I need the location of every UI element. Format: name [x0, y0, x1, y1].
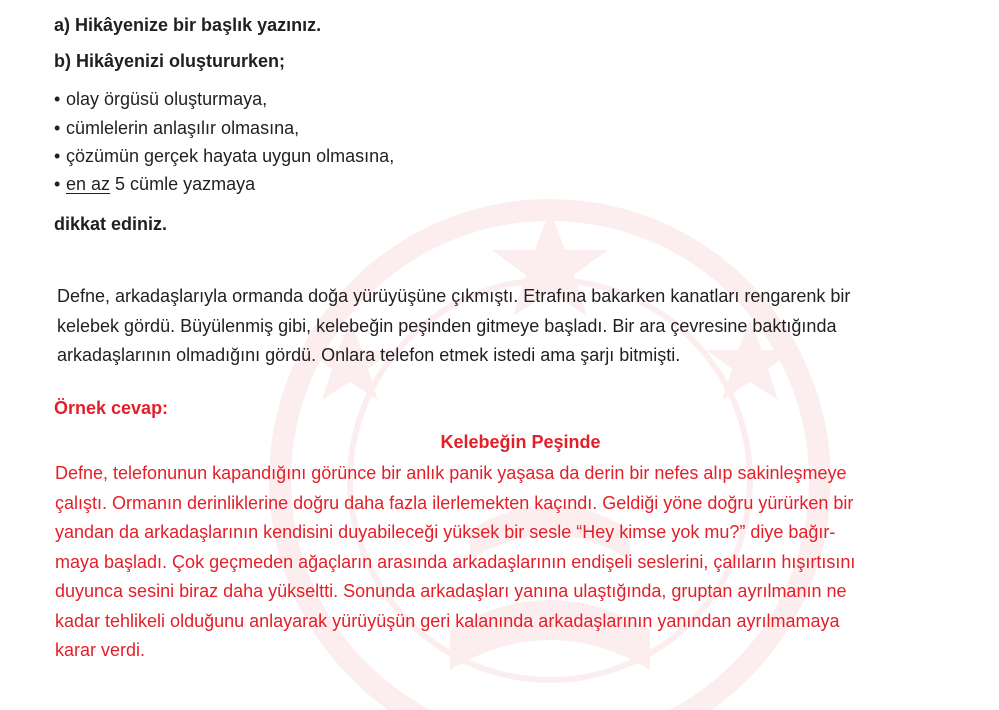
instruction-a: a) Hikâyenize bir başlık yazınız. [54, 15, 322, 35]
bullet-text: çözümün gerçek hayata uygun olmasına, [66, 146, 395, 166]
list-item [54, 145, 394, 167]
answer-title: Kelebeğin Peşinde [440, 432, 601, 452]
answer-line: kadar tehlikeli olduğunu anlayarak yürüyüşün geri kalanında arkadaşlarının yanından ayrılmamaya [55, 610, 840, 631]
story-line: kelebek gördü. Büyülenmiş gibi, kelebeğin peşinden gitmeye başladı. Bir ara çevresine baktığında [57, 315, 837, 336]
answer-line: maya başladı. Çok geçmeden ağaçların arasında arkadaşlarının endişeli seslerini, çalıların hışırtısını [55, 551, 856, 572]
bullet-text: olay örgüsü oluşturmaya, [66, 89, 268, 109]
answer-line: çalıştı. Ormanın derinliklerine doğru daha fazla ilerlemekten kaçındı. Geldiği yöne doğru yürürken bir [55, 492, 854, 513]
story-paragraph [57, 282, 987, 371]
answer-line: karar verdi. [55, 640, 146, 660]
list-item [54, 88, 267, 110]
bullet-text: cümlelerin anlaşılır olmasına, [66, 118, 300, 138]
answer-label: Örnek cevap: [54, 398, 169, 418]
answer-line: yandan da arkadaşlarının kendisini duyabileceği yüksek bir sesle “Hey kimse yok mu?” diye bağır- [55, 522, 836, 542]
answer-line: Defne, telefonunun kapandığını görünce bir anlık panik yaşasa da derin bir nefes alıp sakinleşmeye [55, 463, 847, 483]
answer-paragraph [55, 459, 985, 666]
bullet-glyph: • [54, 89, 61, 109]
list-item [54, 173, 255, 195]
bullet-glyph: • [54, 174, 61, 194]
bullet-glyph: • [54, 118, 61, 138]
story-line: Defne, arkadaşlarıyla ormanda doğa yürüyüşüne çıkmıştı. Etrafına bakarken kanatları rengarenk bir [57, 286, 851, 306]
story-line: arkadaşlarının olmadığını gördü. Onlara telefon etmek istedi ama şarjı bitmişti. [57, 345, 681, 365]
bullet-glyph: • [54, 146, 61, 166]
instruction-b: b) Hikâyenizi oluştururken; [54, 51, 286, 71]
underlined-text: en az [66, 174, 111, 194]
list-item [54, 117, 299, 139]
bullet-text: 5 cümle yazmaya [110, 174, 256, 194]
answer-line: duyunca sesini biraz daha yükseltti. Sonunda arkadaşları yanına ulaştığında, gruptan ayrılmanın ne [55, 581, 847, 601]
instruction-closing: dikkat ediniz. [54, 214, 168, 234]
